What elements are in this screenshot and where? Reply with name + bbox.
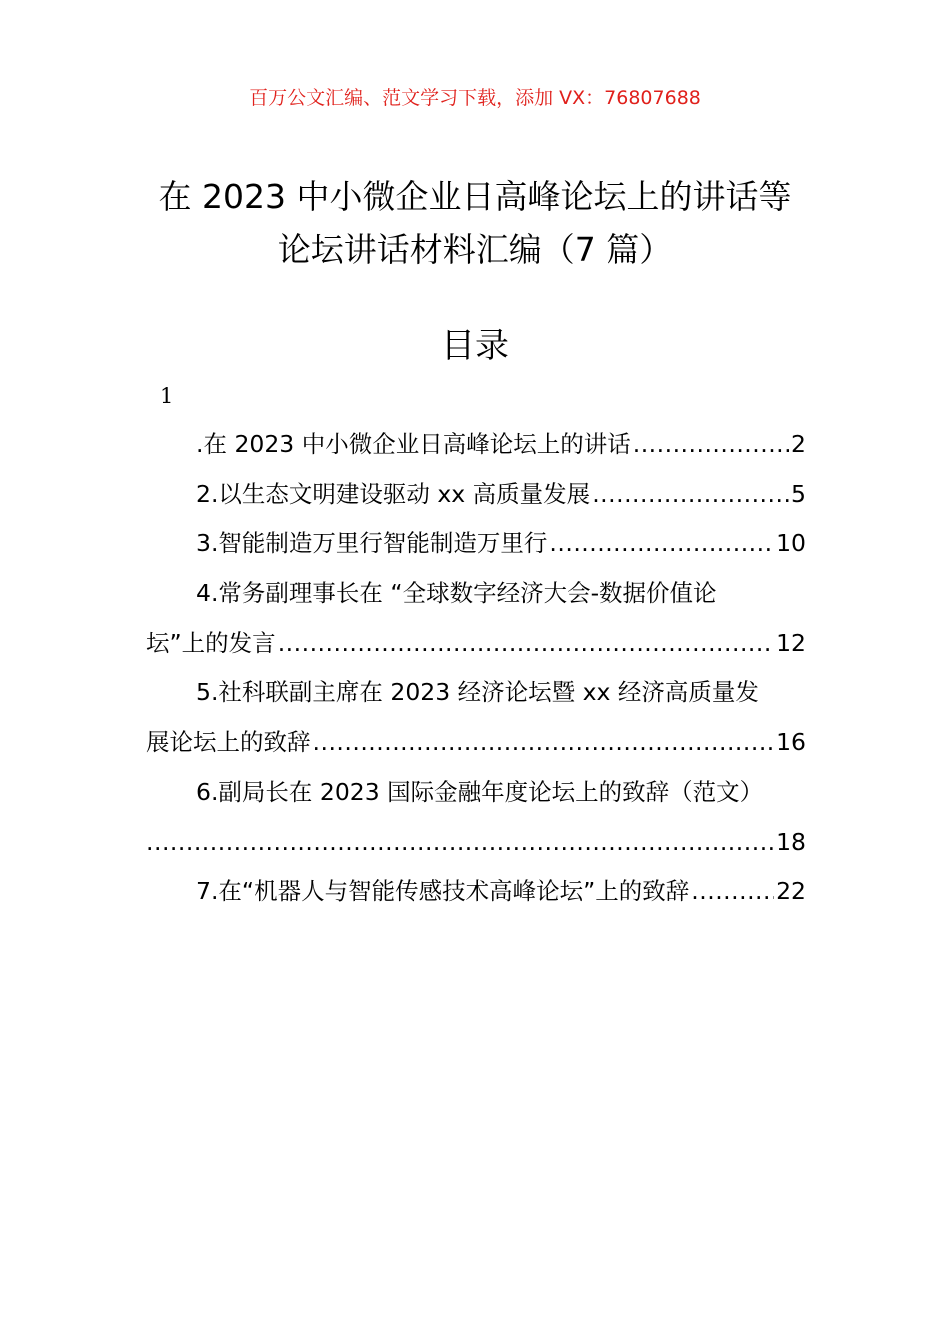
toc-entry-page: 5: [791, 479, 806, 508]
toc-entry-2[interactable]: [146, 470, 806, 520]
title-line-1: 在 2023 中小微企业日高峰论坛上的讲话等: [158, 177, 792, 216]
toc-heading: 目录: [441, 326, 509, 366]
dot-leader: [146, 818, 774, 868]
toc-entry-3[interactable]: [146, 519, 806, 569]
toc-entry-page: 10: [776, 529, 806, 558]
toc-entry-1[interactable]: [146, 420, 806, 470]
toc-entry-title: 3.智能制造万里行智能制造万里行: [196, 529, 548, 558]
toc-entry-page: 22: [776, 877, 806, 906]
table-of-contents: [146, 420, 806, 917]
dot-leader: [633, 420, 789, 470]
toc-entry-title: 5.社科联副主席在 2023 经济论坛暨 xx 经济高质量发: [196, 678, 759, 707]
toc-entry-6-line-2[interactable]: [146, 818, 806, 868]
toc-entry-6-line-1[interactable]: [146, 768, 806, 818]
toc-entry-title-continued: 坛”上的发言: [146, 628, 276, 657]
toc-entry-page: 18: [776, 827, 806, 856]
toc-entry-title: 6.副局长在 2023 国际金融年度论坛上的致辞（范文）: [196, 777, 764, 806]
header-note: 百万公文汇编、范文学习下载，添加 VX：76807688: [249, 87, 701, 109]
toc-entry-title: 4.常务副理事长在 “全球数字经济大会-数据价值论: [196, 579, 717, 608]
toc-entry-title: 2.以生态文明建设驱动 xx 高质量发展: [196, 479, 591, 508]
dot-leader: [691, 867, 774, 917]
toc-entry-page: 16: [776, 728, 806, 757]
toc-entry-title: .在 2023 中小微企业日高峰论坛上的讲话: [196, 430, 631, 458]
toc-entry-4-line-1[interactable]: [146, 569, 806, 619]
toc-entry-title: 7.在“机器人与智能传感技术高峰论坛”上的致辞: [196, 877, 690, 906]
dot-leader: [592, 470, 789, 520]
dot-leader: [278, 619, 774, 669]
toc-entry-title-continued: 展论坛上的致辞: [146, 728, 311, 757]
toc-entry-5-line-2[interactable]: [146, 718, 806, 768]
dot-leader: [549, 519, 774, 569]
toc-entry-4-line-2[interactable]: [146, 619, 806, 669]
toc-entry-7[interactable]: [146, 867, 806, 917]
toc-entry-page: 2: [791, 430, 806, 458]
page-number-marker: 1: [160, 384, 174, 408]
title-line-2: 论坛讲话材料汇编（7 篇）: [277, 230, 673, 269]
toc-entry-5-line-1[interactable]: [146, 668, 806, 718]
dot-leader: [313, 718, 775, 768]
document-title: [120, 170, 830, 276]
toc-entry-page: 12: [776, 628, 806, 657]
